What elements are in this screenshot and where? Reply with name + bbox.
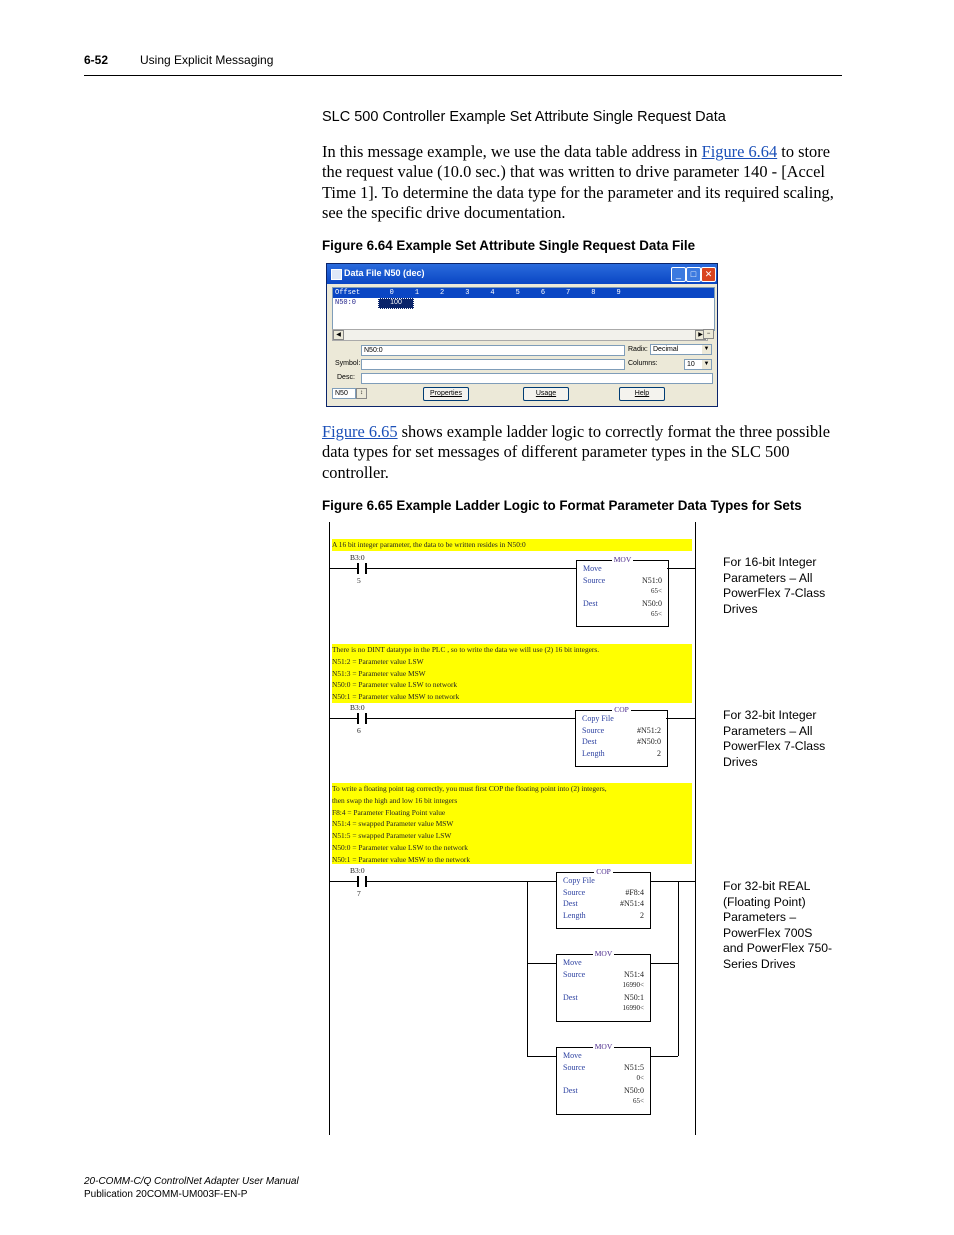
grid-header: Offset 0 1 2 3 4 5 6 7 8 9 <box>333 288 714 298</box>
branch-wire <box>527 963 556 964</box>
desc-field[interactable] <box>361 373 713 384</box>
file-field[interactable]: N50 <box>332 388 356 399</box>
data-file-window <box>326 263 718 407</box>
collapse-icon[interactable]: − <box>703 329 714 339</box>
columns-select[interactable]: 10 ▼ <box>684 359 712 370</box>
window-app-icon <box>331 269 342 280</box>
figure-6-64-caption: Figure 6.64 Example Set Attribute Single Request Data File <box>322 238 696 253</box>
paragraph-2: Figure 6.65 shows example ladder logic to correctly format the three possible data types for set messages of different parameter types in the SLC 500 controller. <box>322 422 830 482</box>
grid-row-label: N50:0 <box>335 299 357 307</box>
contact-bit: 7 <box>357 889 361 898</box>
branch-wire <box>527 1056 556 1057</box>
mov-instruction[interactable]: MOV Move Source N51:4 16990< Dest N50:1 16990< <box>556 954 651 1022</box>
maximize-icon[interactable]: □ <box>686 267 701 282</box>
contact-address: B3:0 <box>350 553 365 562</box>
contact-bar <box>357 713 359 724</box>
properties-button[interactable]: Properties <box>423 387 469 401</box>
contact-bar <box>357 876 359 887</box>
horizontal-scrollbar[interactable] <box>332 329 708 341</box>
ladder-diagram <box>322 522 702 1135</box>
address-field[interactable]: N50:0 <box>361 345 625 356</box>
dropdown-arrow-icon[interactable]: ▼ <box>703 346 710 352</box>
rung-wire <box>367 568 576 569</box>
mov-instruction[interactable]: MOV Move Source N51:0 65< Dest N50:0 65< <box>576 560 669 627</box>
rung-1-description: For 16-bit Integer Parameters – All PowerFlex 7-Class Drives <box>723 555 826 616</box>
section-heading: SLC 500 Controller Example Set Attribute Single Request Data <box>322 109 726 125</box>
minimize-icon[interactable]: _ <box>671 267 686 282</box>
contact-bit: 5 <box>357 576 361 585</box>
rung-wire <box>329 568 357 569</box>
help-button[interactable]: Help <box>619 387 665 401</box>
radix-select[interactable]: Decimal ▼ <box>650 344 712 355</box>
contact-address: B3:0 <box>350 866 365 875</box>
rung-1-comment: A 16 bit integer parameter, the data to be written resides in N50:0 <box>332 539 692 551</box>
rung-wire <box>649 881 695 882</box>
left-power-rail <box>329 522 330 1135</box>
rung-wire <box>329 718 357 719</box>
rung-wire <box>667 568 695 569</box>
branch-wire <box>527 881 528 1056</box>
symbol-label: Symbol: <box>335 360 361 367</box>
window-titlebar[interactable] <box>327 264 717 284</box>
contact-bar <box>357 563 359 574</box>
running-header: Using Explicit Messaging <box>140 53 274 67</box>
rung-wire <box>367 718 575 719</box>
figure-6-65-link[interactable]: Figure 6.65 <box>322 422 398 441</box>
branch-wire <box>649 963 678 964</box>
rung-2-description: For 32-bit Integer Parameters – All PowerFlex 7-Class Drives <box>723 708 826 769</box>
data-grid[interactable] <box>332 287 715 331</box>
rung-wire <box>329 881 357 882</box>
contact-address: B3:0 <box>350 703 365 712</box>
close-icon[interactable]: ✕ <box>701 267 716 282</box>
dropdown-arrow-icon[interactable]: ▼ <box>703 361 710 367</box>
rung-wire <box>666 718 695 719</box>
columns-label: Columns: <box>628 360 658 367</box>
window-title: Data File N50 (dec) <box>344 268 425 278</box>
desc-label: Desc: <box>337 374 355 381</box>
cop-instruction[interactable]: COP Copy File Source #N51:2 Dest #N50:0 Length 2 <box>575 710 668 767</box>
footer-publication: Publication 20COMM-UM003F-EN-P <box>84 1189 248 1200</box>
figure-6-64-link[interactable]: Figure 6.64 <box>701 142 778 161</box>
figure-6-65-caption: Figure 6.65 Example Ladder Logic to Format Parameter Data Types for Sets <box>322 498 802 513</box>
mov-instruction[interactable]: MOV Move Source N51:5 0< Dest N50:0 65< <box>556 1047 651 1115</box>
grid-cell-value[interactable]: 100 <box>378 298 414 309</box>
footer-manual-title: 20-COMM-C/Q ControlNet Adapter User Manual <box>84 1176 299 1187</box>
symbol-field[interactable] <box>361 359 625 370</box>
branch-wire <box>649 1056 678 1057</box>
header-rule <box>84 75 842 76</box>
radix-label: Radix: <box>628 346 648 353</box>
rung-3-comment: To write a floating point tag correctly, you must first COP the floating point into (2) integers, then swap the high and low 16 bit integers F8:4 = Parameter Floating Point value N51:4 = swapped Parameter value MSW N51:5 = swapped Parameter value LSW N50:0 = Parameter value LSW to the network N50:1 = Parameter value MSW to the network <box>332 783 692 864</box>
rung-2-comment: There is no DINT datatype in the PLC , so to write the data we will use (2) 16 bit integers. N51:2 = Parameter value LSW N51:3 = Parameter value MSW N50:0 = Parameter value LSW to network N50:1 = Parameter value MSW to network <box>332 644 692 703</box>
page-number: 6-52 <box>84 53 109 67</box>
branch-wire <box>678 881 679 1056</box>
contact-bit: 6 <box>357 726 361 735</box>
spinner-icon[interactable]: ↕ <box>356 388 367 399</box>
right-power-rail <box>695 522 696 1135</box>
scroll-left-icon[interactable]: ◀ <box>333 330 344 340</box>
paragraph-1: In this message example, we use the data table address in Figure 6.64 to store the request value (10.0 sec.) that was written to drive parameter 140 - [Accel Time 1]. To determine the data type for the parameter and its required scaling, see the specific drive documentation. <box>322 142 834 222</box>
scroll-right-icon[interactable]: ▶ <box>695 330 706 340</box>
cop-instruction[interactable]: COP Copy File Source #F8:4 Dest #N51:4 Length 2 <box>556 872 651 929</box>
rung-3-description: For 32-bit REAL (Floating Point) Parameters – PowerFlex 700S and PowerFlex 750-Series Drives <box>723 879 833 971</box>
usage-button[interactable]: Usage <box>523 387 569 401</box>
